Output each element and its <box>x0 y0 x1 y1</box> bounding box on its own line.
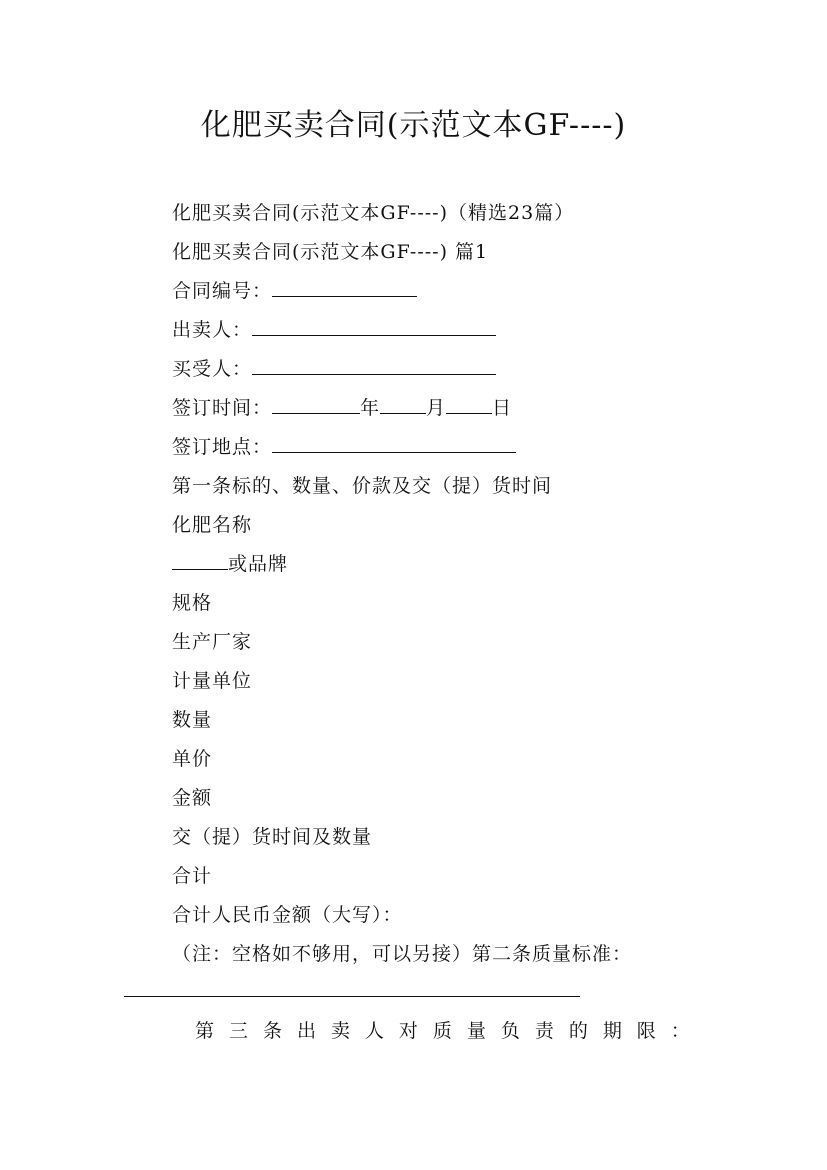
clause3-char: 限 <box>636 1020 656 1042</box>
clause3-char: 对 <box>398 1020 418 1042</box>
clause3-char: 卖 <box>330 1020 350 1042</box>
fill-in-rule <box>124 996 580 997</box>
year-label: 年 <box>360 397 381 419</box>
day-label: 日 <box>492 397 513 419</box>
clause3-char: 质 <box>432 1020 452 1042</box>
table-label-spec: 规格 <box>172 592 213 614</box>
month-blank <box>380 395 426 414</box>
clause3-char: 人 <box>364 1020 384 1042</box>
clause3-char: ： <box>670 1020 690 1042</box>
seller-line <box>172 315 496 342</box>
clause3-char: 三 <box>228 1020 248 1042</box>
sign-time-line <box>172 393 512 420</box>
clause3-char: 的 <box>568 1020 588 1042</box>
brand-line <box>172 549 288 576</box>
buyer-label: 买受人： <box>172 358 253 380</box>
table-label-unit: 计量单位 <box>172 670 253 692</box>
clause3-char: 条 <box>262 1020 282 1042</box>
note-line: （注：空格如不够用，可以另接）第二条质量标准： <box>172 943 633 965</box>
subtitle-line: 化肥买卖合同(示范文本GF----)（精选23篇） <box>172 202 575 224</box>
table-label-total-rmb: 合计人民币金额（大写）： <box>172 904 403 926</box>
clause3-title <box>195 1016 690 1043</box>
clause3-char: 出 <box>296 1020 316 1042</box>
clause3-char: 第 <box>195 1020 215 1042</box>
table-label-delivery: 交（提）货时间及数量 <box>172 826 373 848</box>
table-label-fertilizer-name: 化肥名称 <box>172 514 253 536</box>
sign-place-line <box>172 432 516 459</box>
seller-blank <box>252 317 496 336</box>
day-blank <box>446 395 492 414</box>
year-blank <box>272 395 360 414</box>
sign-time-label: 签订时间： <box>172 397 273 419</box>
table-label-unit-price: 单价 <box>172 748 213 770</box>
contract-no-label: 合同编号： <box>172 280 273 302</box>
seller-label: 出卖人： <box>172 319 253 341</box>
table-label-brand: 或品牌 <box>228 553 289 575</box>
document-title: 化肥买卖合同(示范文本GF----) <box>200 108 627 143</box>
table-label-manufacturer: 生产厂家 <box>172 631 253 653</box>
clause3-char: 负 <box>500 1020 520 1042</box>
buyer-line <box>172 354 496 381</box>
clause3-char: 期 <box>602 1020 622 1042</box>
chapter-line: 化肥买卖合同(示范文本GF----) 篇1 <box>172 241 489 263</box>
sign-place-label: 签订地点： <box>172 436 273 458</box>
table-label-total: 合计 <box>172 865 213 887</box>
sign-place-blank <box>272 434 516 453</box>
table-label-quantity: 数量 <box>172 709 213 731</box>
contract-no-line <box>172 276 417 303</box>
clause1-title: 第一条标的、数量、价款及交（提）货时间 <box>172 475 553 497</box>
clause3-char: 量 <box>466 1020 486 1042</box>
table-label-amount: 金额 <box>172 787 213 809</box>
month-label: 月 <box>426 397 447 419</box>
brand-blank <box>172 551 228 570</box>
contract-no-blank <box>272 278 417 297</box>
buyer-blank <box>252 356 496 375</box>
clause3-char: 责 <box>534 1020 554 1042</box>
